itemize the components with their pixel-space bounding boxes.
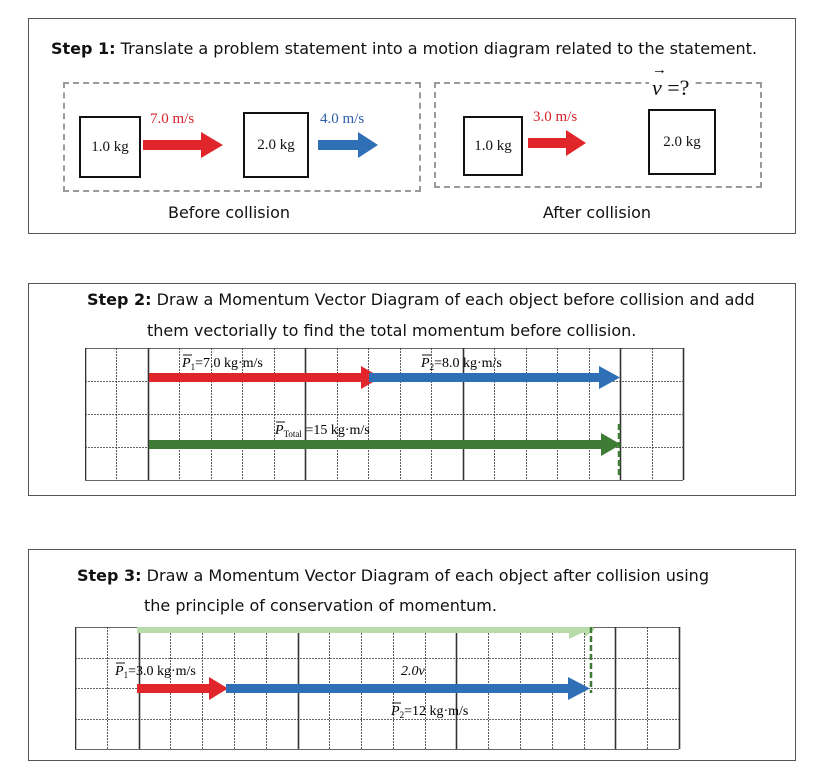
- unknown-velocity-suffix: =?: [667, 75, 690, 100]
- step1-heading: [51, 39, 757, 58]
- unknown-velocity-label: [649, 62, 692, 101]
- before-v2-label: 4.0 m/s: [320, 111, 365, 127]
- vector-arrow-icon: →: [652, 62, 667, 78]
- p1-arrow-step2: [149, 373, 363, 382]
- p2-arrow-step2: [369, 373, 601, 382]
- after-v1-arrow: [528, 130, 588, 156]
- p1-value-step2: =7.0 kg·m/s: [195, 356, 263, 371]
- p2-sub-step2: 2: [429, 362, 435, 372]
- step3-panel: [28, 549, 796, 761]
- p2-value-step3: =12 kg·m/s: [404, 704, 469, 719]
- step3-heading-line1: [77, 566, 709, 585]
- p2-sub-step3: 2: [399, 710, 405, 720]
- step3-label: Step 3:: [77, 566, 142, 585]
- step2-text-line1: Draw a Momentum Vector Diagram of each object before collision and add: [151, 290, 755, 309]
- after-collision-caption: After collision: [542, 203, 652, 222]
- p1-symbol-step2: P: [182, 356, 191, 371]
- p1-arrow-step3: [137, 684, 211, 693]
- p2-arrow-step3: [226, 684, 570, 693]
- ptotal-sub-step2: Total: [283, 429, 302, 439]
- p1-arrowhead-step3: [209, 677, 228, 700]
- after-mass1-box: [463, 116, 523, 176]
- ptotal-label-step2: [274, 423, 370, 439]
- step1-text: Translate a problem statement into a motion diagram related to the statement.: [115, 39, 758, 58]
- mid-label-step3: 2.0v: [401, 664, 425, 679]
- step2-heading-line1: [87, 290, 755, 309]
- step3-heading-line2: the principle of conservation of momentum.: [144, 596, 497, 615]
- step2-label: Step 2:: [87, 290, 152, 309]
- before-mass1-label: 1.0 kg: [91, 138, 129, 155]
- before-v1-label: 7.0 m/s: [150, 111, 195, 127]
- ptotal-symbol-step2: P: [275, 423, 284, 438]
- p1-label-step3: [114, 664, 196, 680]
- ptotal-value-step2: =15 kg·m/s: [301, 423, 370, 438]
- step3-text-line1: Draw a Momentum Vector Diagram of each object after collision using: [141, 566, 709, 585]
- p2-symbol-step3: P: [391, 704, 400, 719]
- p2-symbol-step2: P: [421, 356, 430, 371]
- before-mass2-box: [243, 112, 309, 178]
- p1-label-step2: [181, 356, 263, 372]
- before-v1-arrow: [143, 132, 225, 158]
- p1-value-step3: =3.0 kg·m/s: [128, 664, 196, 679]
- step2-panel: [28, 283, 796, 496]
- step1-panel: [28, 18, 796, 234]
- after-mass2-label: 2.0 kg: [663, 133, 701, 150]
- before-v2-arrow: [318, 132, 380, 158]
- step3-grid-diagram: [75, 627, 705, 751]
- after-mass1-label: 1.0 kg: [474, 137, 512, 154]
- p2-arrowhead-step2: [599, 366, 620, 389]
- before-mass2-label: 2.0 kg: [257, 136, 295, 153]
- total-arrow-step3: [137, 627, 587, 633]
- p1-symbol-step3: P: [115, 664, 124, 679]
- after-mass2-box: [648, 109, 716, 175]
- p1-sub-step3: 1: [123, 670, 129, 680]
- step2-heading-line2: them vectorially to find the total momentum before collision.: [147, 321, 637, 340]
- before-collision-caption: Before collision: [167, 203, 291, 222]
- step2-grid-diagram: [85, 348, 715, 482]
- p1-sub-step2: 1: [190, 362, 196, 372]
- ptotal-arrow-step2: [149, 440, 603, 449]
- after-v1-label: 3.0 m/s: [533, 109, 578, 125]
- p2-label-step2: [420, 356, 502, 372]
- step1-label: Step 1:: [51, 39, 116, 58]
- step2-grid: [85, 348, 684, 481]
- p2-value-step2: =8.0 kg·m/s: [434, 356, 502, 371]
- unknown-velocity-symbol: → v: [652, 62, 667, 100]
- before-mass1-box: [79, 116, 141, 178]
- p2-arrowhead-step3: [568, 677, 590, 700]
- p2-label-step3: [390, 704, 468, 720]
